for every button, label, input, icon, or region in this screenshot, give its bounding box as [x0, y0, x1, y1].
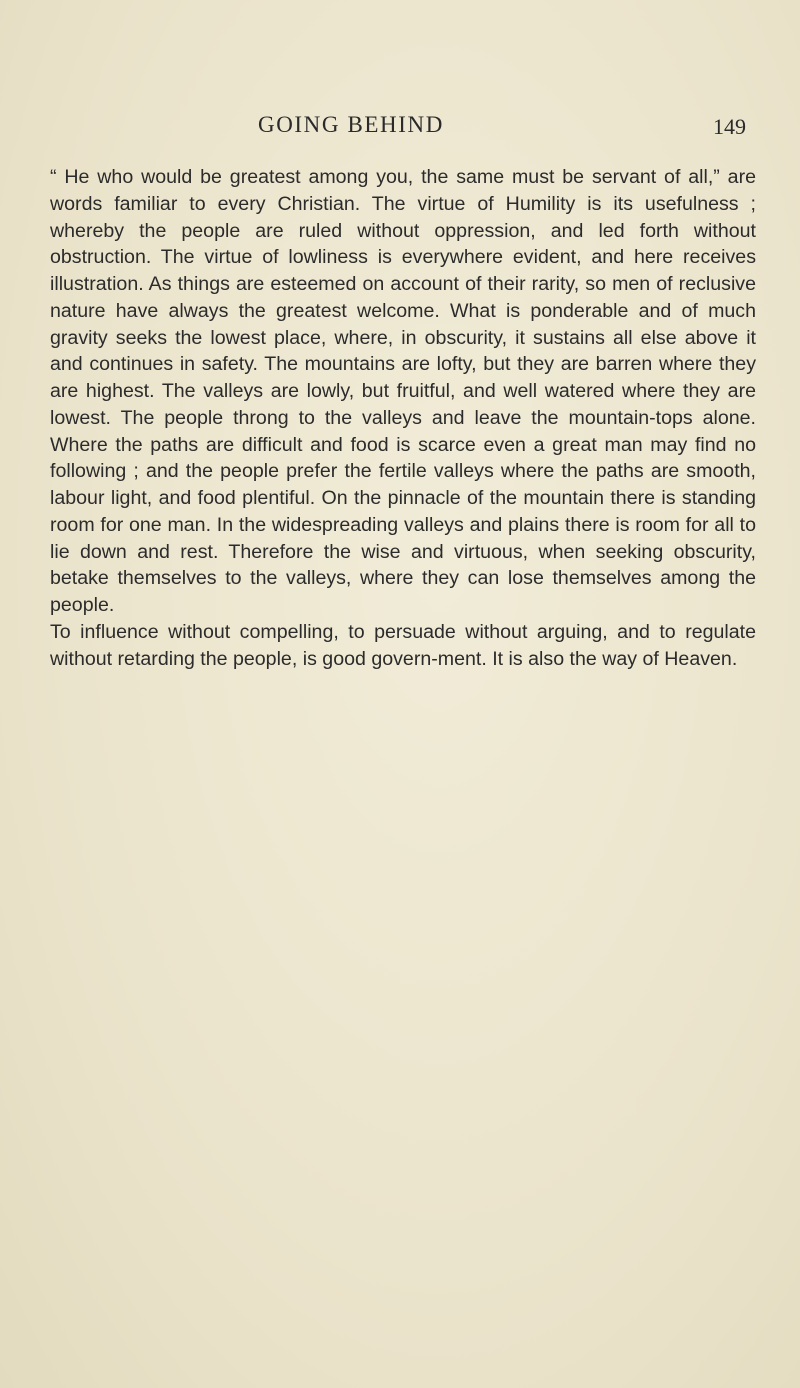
running-title: GOING BEHIND: [258, 112, 444, 137]
paragraph-1: “ He who would be greatest among you, the same must be servant of all,” are words familiar to every Christian. The virtue of Humility is its usefulness ; whereby the people are ruled without oppression, and led forth without obstruction. The virtue of lowliness is everywhere evident, and here receives illustration. As things are esteemed on account of their rarity, so men of reclusive nature have always the greatest welcome. What is ponderable and of much gravity seeks the lowest place, where, in obscurity, it sustains all else above it and continues in safety. The mountains are lofty, but they are barren where they are highest. The valleys are lowly, but fruitful, and well watered where they are lowest. The people throng to the valleys and leave the mountain-tops alone. Where the paths are difficult and food is scarce even a great man may find no following ; and the people prefer the fertile valleys where the paths are smooth, labour light, and food plentiful. On the pinnacle of the mountain there is standing room for one man. In the widespreading valleys and plains there is room for all to lie down and rest. Therefore the wise and virtuous, when seeking obscurity, betake themselves to the valleys, where they can lose themselves among the people.: [50, 166, 756, 616]
running-head: [0, 112, 800, 142]
paragraph-2: To influence without compelling, to persuade without arguing, and to regulate without retarding the people, is good govern-ment. It is also the way of Heaven.: [50, 620, 756, 670]
body-text: [50, 164, 756, 672]
page-number: 149: [713, 114, 746, 139]
